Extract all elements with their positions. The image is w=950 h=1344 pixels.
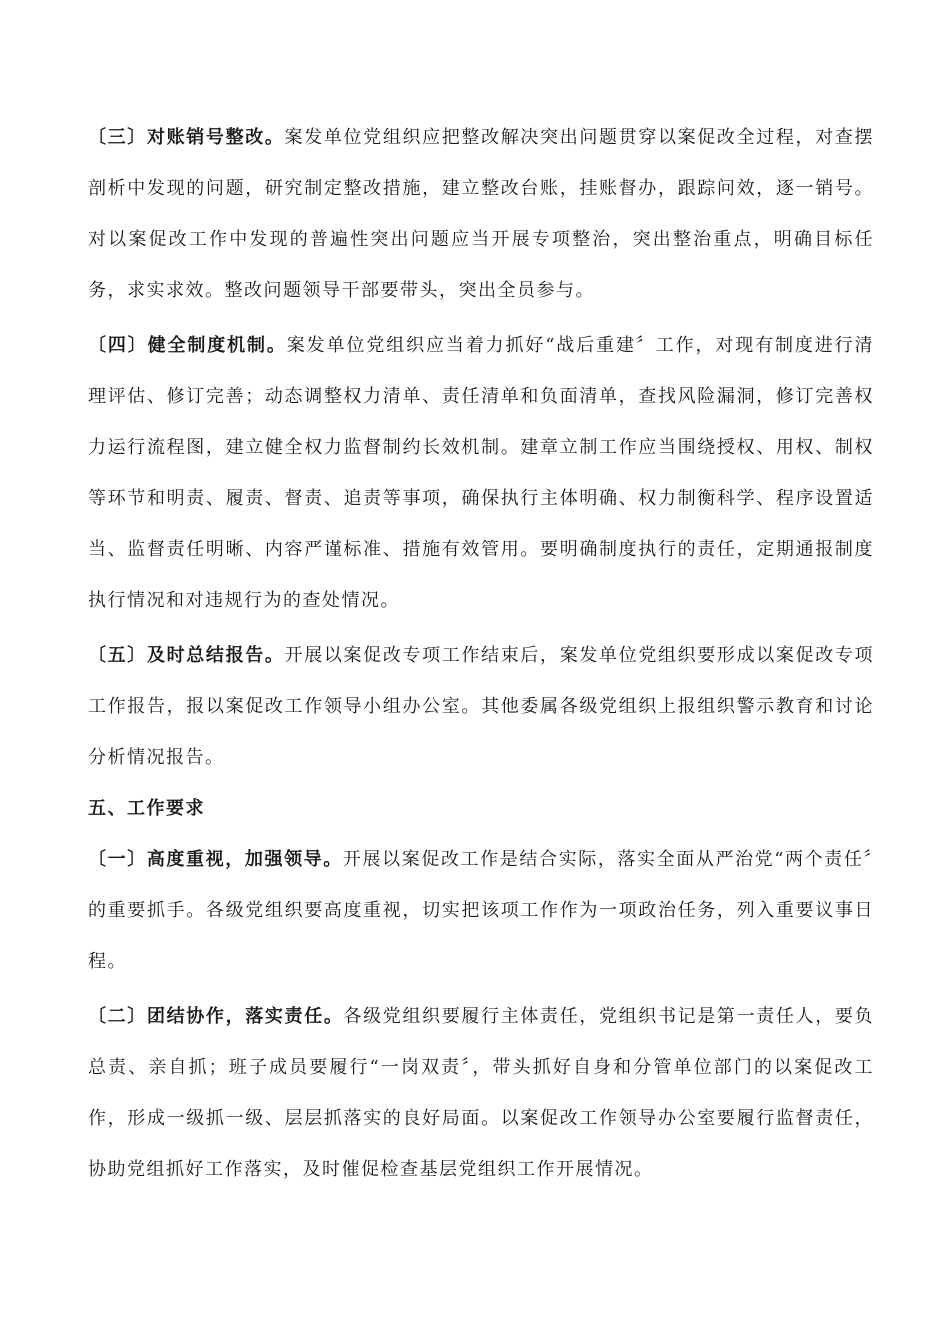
requirement-two-lead: 〔二〕团结协作，落实责任。 <box>88 1006 344 1027</box>
requirement-two-paragraph <box>88 991 874 1195</box>
section-three-text: 案发单位党组织应把整改解决突出问题贯穿以案促改全过程，对查摆剖析中发现的问题，研究制定整改措施，建立整改台账，挂账督办，跟踪问效，逐一销号。对以案促改工作中发现的普遍性突出问题应当开展专项整治，突出整治重点，明确目标任务，求实求效。整改问题领导干部要带头，突出全员参与。 <box>88 127 875 301</box>
section-five-text: 开展以案促改专项工作结束后，案发单位党组织要形成以案促改专项工作报告，报以案促改工作领导小组办公室。其他委属各级党组织上报组织警示教育和讨论分析情况报告。 <box>88 645 875 768</box>
document-page <box>88 112 874 1195</box>
section-four-lead: 〔四〕健全制度机制。 <box>88 335 287 356</box>
section-five-paragraph <box>88 630 874 783</box>
requirement-one-text: 开展以案促改工作是结合实际，落实全面从严治党“两个责任〞的重要抓手。各级党组织要高度重视，切实把该项工作作为一项政治任务，列入重要议事日程。 <box>88 849 875 972</box>
section-four-paragraph <box>88 320 874 626</box>
section-three-paragraph <box>88 112 874 316</box>
requirement-one-lead: 〔一〕高度重视，加强领导。 <box>88 849 343 870</box>
section-three-lead: 〔三〕对账销号整改。 <box>88 127 285 148</box>
requirement-two-text: 各级党组织要履行主体责任，党组织书记是第一责任人，要负总责、亲自抓；班子成员要履行“一岗双责〞，带头抓好自身和分管单位部门的以案促改工作，形成一级抓一级、层层抓落实的良好局面。以案促改工作领导办公室要履行监督责任，协助党组抓好工作落实，及时催促检查基层党组织工作开展情况。 <box>88 1006 874 1180</box>
section-four-text: 案发单位党组织应当着力抓好“战后重建〞工作，对现有制度进行清理评估、修订完善；动态调整权力清单、责任清单和负面清单，查找风险漏洞，修订完善权力运行流程图，建立健全权力监督制约长效机制。建章立制工作应当围绕授权、用权、制权等环节和明责、履责、督责、追责等事项，确保执行主体明确、权力制衡科学、程序设置适当、监督责任明晰、内容严谨标准、措施有效管用。要明确制度执行的责任，定期通报制度执行情况和对违规行为的查处情况。 <box>88 335 874 611</box>
section-five-lead: 〔五〕及时总结报告。 <box>88 645 285 666</box>
work-requirements-heading: 五、工作要求 <box>88 798 205 819</box>
requirement-one-paragraph <box>88 834 874 987</box>
